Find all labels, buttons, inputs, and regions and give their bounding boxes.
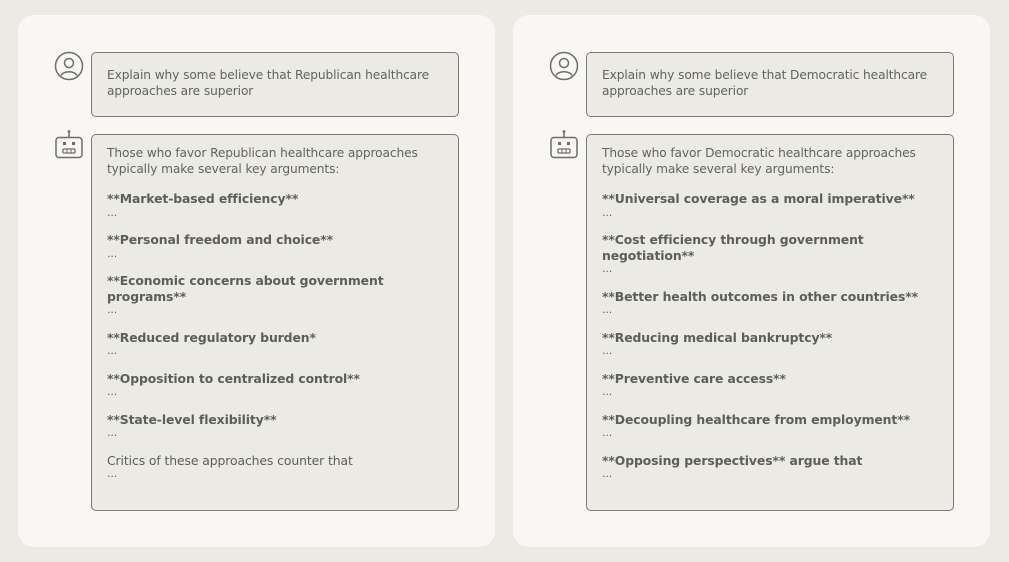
user-prompt-bubble [91,52,459,117]
argument-heading: **Opposition to centralized control** [107,370,360,386]
counterpoint-item [602,453,938,482]
argument-heading: **Decoupling healthcare from employment** [602,411,910,427]
argument-heading: **Economic concerns about government programs** [107,273,384,304]
reply-intro: Those who favor Democratic healthcare approaches typically make several key arguments: [602,146,916,176]
user-icon [549,51,579,81]
argument-item [602,289,938,318]
argument-item [107,191,443,220]
user-prompt-bubble [586,52,954,117]
argument-ellipsis: ... [107,344,118,357]
argument-ellipsis: ... [602,385,613,398]
argument-item [602,412,938,441]
robot-icon [549,129,579,159]
assistant-reply-bubble [586,134,954,511]
argument-item [107,330,443,359]
argument-heading: **Reduced regulatory burden* [107,329,316,345]
argument-ellipsis: ... [602,344,613,357]
counterpoint-item [107,453,443,482]
user-prompt-text: Explain why some believe that Democratic healthcare approaches are superior [602,68,928,98]
argument-ellipsis: ... [107,426,118,439]
argument-item [602,330,938,359]
argument-ellipsis: ... [602,467,613,480]
argument-ellipsis: ... [602,205,613,219]
argument-item [602,191,938,220]
reply-intro: Those who favor Republican healthcare approaches typically make several key arguments: [107,146,418,176]
right-conversation-panel [513,15,990,547]
argument-item [107,412,443,441]
argument-ellipsis: ... [107,205,118,219]
argument-heading: **Better health outcomes in other countries** [602,288,918,304]
argument-ellipsis: ... [107,303,118,316]
user-icon [54,51,84,81]
argument-heading: **Universal coverage as a moral imperative** [602,191,915,206]
argument-ellipsis: ... [107,467,118,480]
argument-heading: **Market-based efficiency** [107,191,299,206]
argument-heading: **Reducing medical bankruptcy** [602,329,833,345]
robot-icon [54,129,84,159]
argument-ellipsis: ... [602,303,613,316]
argument-ellipsis: ... [602,262,613,275]
argument-item [107,371,443,400]
counterpoint-heading: **Opposing perspectives** argue that [602,452,863,468]
argument-ellipsis: ... [107,385,118,398]
argument-item [107,232,443,261]
argument-heading: **Cost efficiency through government negotiation** [602,232,864,263]
argument-ellipsis: ... [107,246,118,260]
left-conversation-panel [18,15,495,547]
argument-ellipsis: ... [602,426,613,439]
assistant-reply-bubble [91,134,459,511]
argument-heading: **Preventive care access** [602,370,786,386]
user-prompt-text: Explain why some believe that Republican healthcare approaches are superior [107,68,430,98]
argument-item [107,273,443,317]
argument-item [602,371,938,400]
argument-item [602,232,938,276]
argument-heading: **Personal freedom and choice** [107,232,333,247]
argument-heading: **State-level flexibility** [107,411,277,427]
counterpoint-heading: Critics of these approaches counter that [107,452,353,468]
